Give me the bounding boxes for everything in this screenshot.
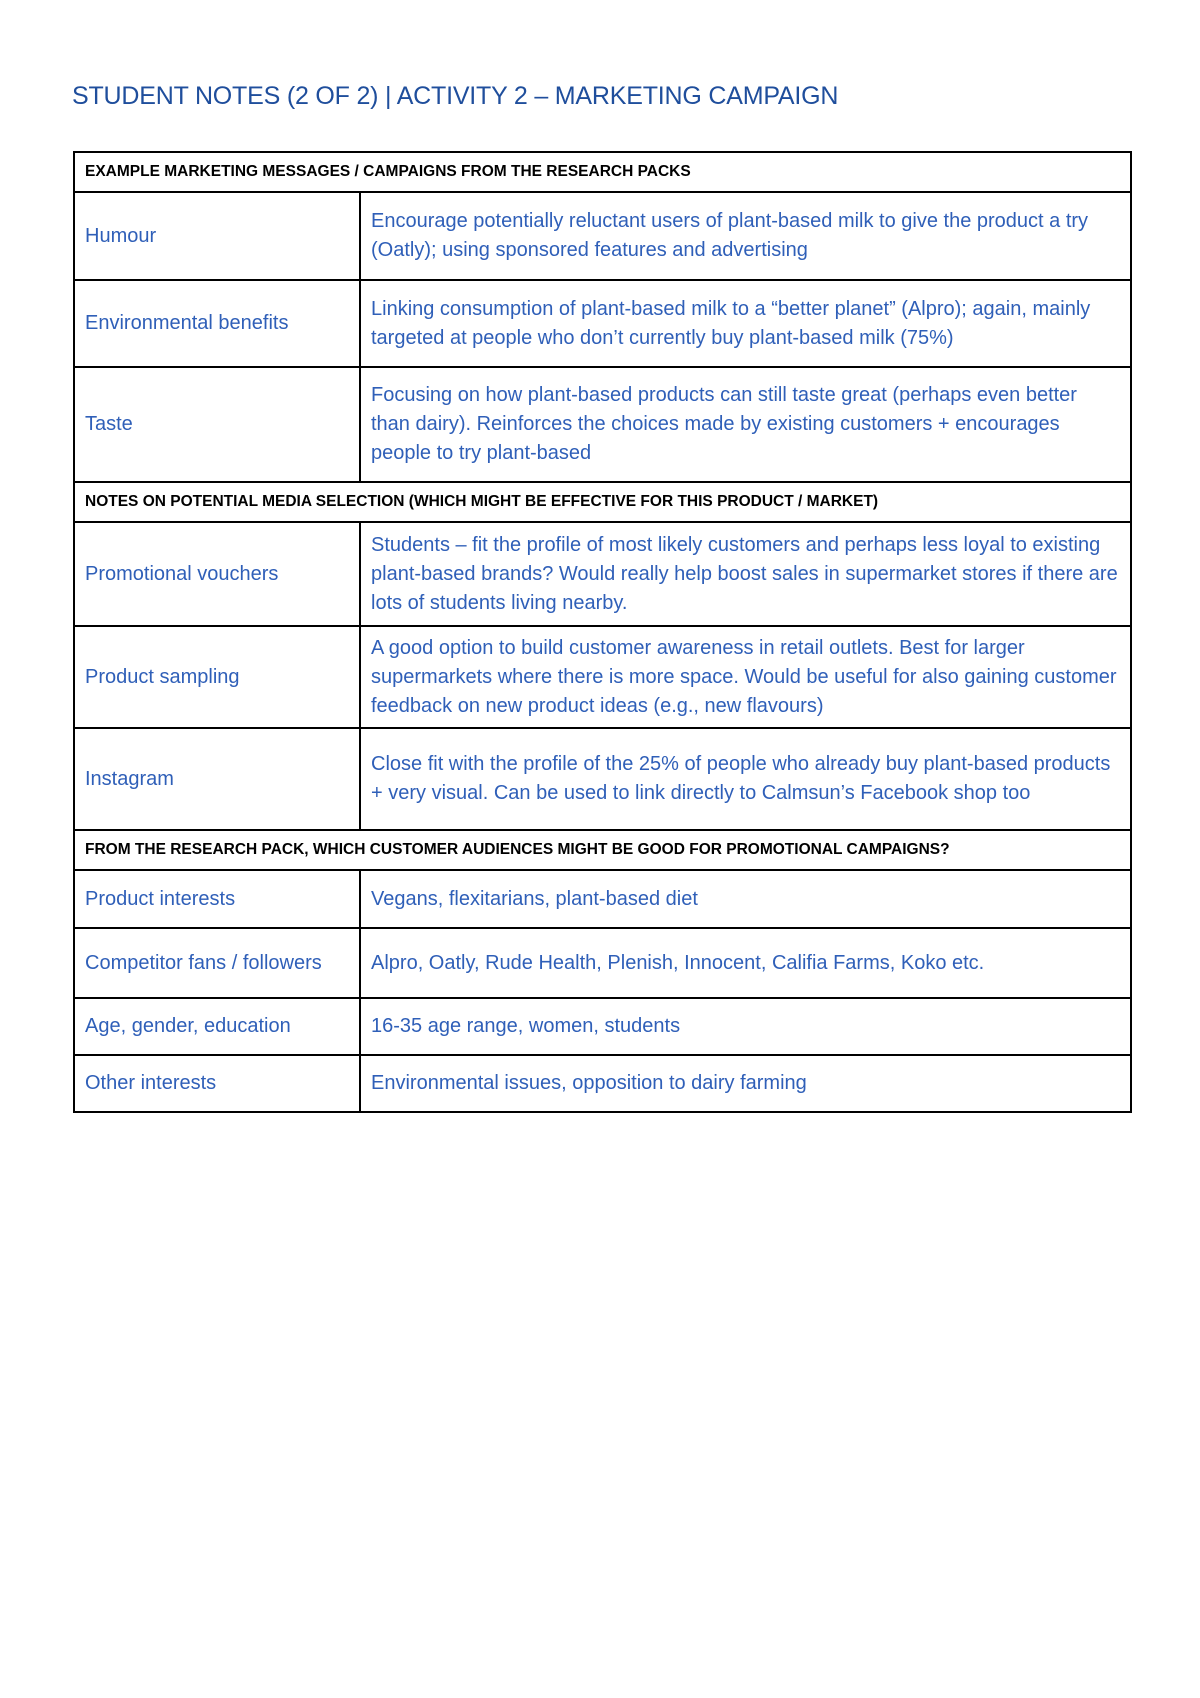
row-content-age-gender-education: 16-35 age range, women, students (360, 998, 1131, 1055)
table-row (74, 522, 1131, 626)
row-label-competitor-fans: Competitor fans / followers (74, 928, 360, 998)
row-content-product-interests: Vegans, flexitarians, plant-based diet (360, 870, 1131, 928)
section-header-row (74, 830, 1131, 870)
row-label-other-interests: Other interests (74, 1055, 360, 1112)
row-label-humour: Humour (74, 192, 360, 280)
row-content-taste: Focusing on how plant-based products can still taste great (perhaps even better than dairy). Reinforces the choices made by existing customers + encourages people to try plant-based (360, 367, 1131, 482)
row-content-other-interests: Environmental issues, opposition to dairy farming (360, 1055, 1131, 1112)
section-header-row (74, 482, 1131, 522)
row-content-product-sampling: A good option to build customer awareness in retail outlets. Best for larger supermarkets where there is more space. Would be useful for also gaining customer feedback on new product ideas (e.g., new flavours) (360, 626, 1131, 728)
row-content-competitor-fans: Alpro, Oatly, Rude Health, Plenish, Innocent, Califia Farms, Koko etc. (360, 928, 1131, 998)
table-row (74, 1055, 1131, 1112)
section-header-marketing-messages: EXAMPLE MARKETING MESSAGES / CAMPAIGNS FROM THE RESEARCH PACKS (74, 152, 1131, 192)
row-content-promotional-vouchers: Students – fit the profile of most likely customers and perhaps less loyal to existing plant-based brands? Would really help boost sales in supermarket stores if there are lots of students living nearby. (360, 522, 1131, 626)
row-content-humour: Encourage potentially reluctant users of plant-based milk to give the product a try (Oatly); using sponsored features and advertising (360, 192, 1131, 280)
row-label-product-sampling: Product sampling (74, 626, 360, 728)
section-header-media-selection: NOTES ON POTENTIAL MEDIA SELECTION (WHICH MIGHT BE EFFECTIVE FOR THIS PRODUCT / MARKET) (74, 482, 1131, 522)
section-header-customer-audiences: FROM THE RESEARCH PACK, WHICH CUSTOMER AUDIENCES MIGHT BE GOOD FOR PROMOTIONAL CAMPAIGNS? (74, 830, 1131, 870)
row-label-age-gender-education: Age, gender, education (74, 998, 360, 1055)
row-label-taste: Taste (74, 367, 360, 482)
table-row (74, 998, 1131, 1055)
table-row (74, 192, 1131, 280)
table-row (74, 870, 1131, 928)
section-header-row (74, 152, 1131, 192)
table-row (74, 280, 1131, 367)
row-content-environmental-benefits: Linking consumption of plant-based milk to a “better planet” (Alpro); again, mainly targeted at people who don’t currently buy plant-based milk (75%) (360, 280, 1131, 367)
row-label-promotional-vouchers: Promotional vouchers (74, 522, 360, 626)
table-row (74, 626, 1131, 728)
table-row (74, 367, 1131, 482)
row-label-product-interests: Product interests (74, 870, 360, 928)
row-label-environmental-benefits: Environmental benefits (74, 280, 360, 367)
row-label-instagram: Instagram (74, 728, 360, 830)
row-content-instagram: Close fit with the profile of the 25% of people who already buy plant-based products + very visual. Can be used to link directly to Calmsun’s Facebook shop too (360, 728, 1131, 830)
page-title: STUDENT NOTES (2 OF 2) | ACTIVITY 2 – MARKETING CAMPAIGN (72, 82, 839, 110)
notes-table (73, 151, 1132, 1113)
table-row (74, 728, 1131, 830)
table-row (74, 928, 1131, 998)
